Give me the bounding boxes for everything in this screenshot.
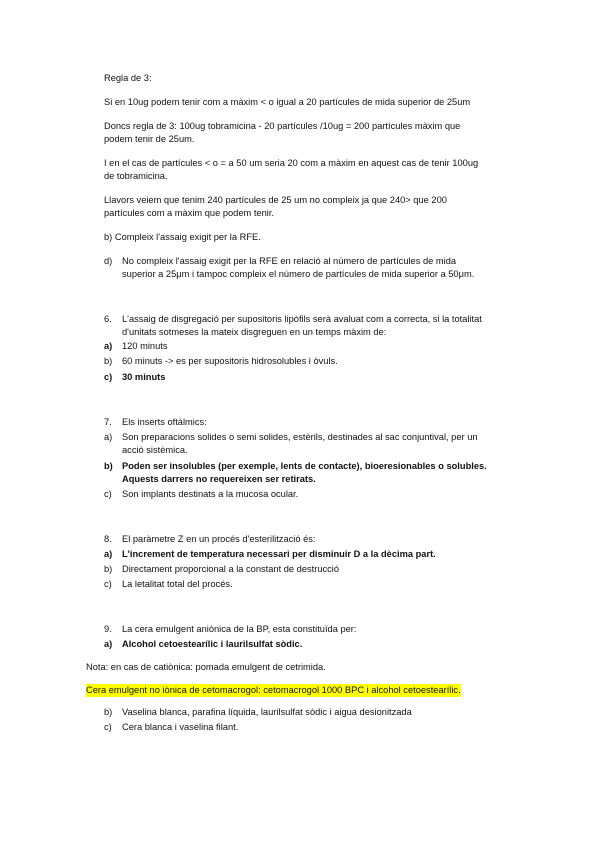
q6-number: 6. bbox=[104, 314, 112, 324]
q8-stem: El paràmetre Z en un procés d'esterilització és: bbox=[122, 534, 316, 544]
q7-option-a-line-2: acció sistèmica. bbox=[122, 445, 188, 455]
q8-option-b: Directament proporcional a la constant de destrucció bbox=[122, 564, 340, 574]
q7-option-c: Son implants destinats a la mucosa ocular. bbox=[122, 489, 299, 499]
q9-highlighted-note: Cera emulgent no iònica de cetomacrogol: cetomacrogol 1000 BPC i alcohol cetoestearílic. bbox=[86, 685, 461, 695]
q8-option-b-marker: b) bbox=[104, 564, 113, 574]
q6-option-c-marker: c) bbox=[104, 372, 113, 382]
q6-option-a-marker: a) bbox=[104, 341, 113, 351]
q6-option-a: 120 minuts bbox=[122, 341, 168, 351]
q9-stem: La cera emulgent aniònica de la BP, esta constituïda per: bbox=[122, 624, 357, 634]
q8-option-c-marker: c) bbox=[104, 579, 112, 589]
intro-title: Regla de 3: bbox=[104, 73, 152, 83]
intro-option-d-line-1: No compleix l'assaig exigit per la RFE en relació al número de partícules de mida bbox=[122, 256, 457, 266]
q9-option-a-answer: Alcohol cetoestearílic i laurilsulfat sòdic. bbox=[122, 639, 303, 649]
q7-option-a-marker: a) bbox=[104, 432, 113, 442]
intro-option-d-line-2: superior a 25μm i tampoc compleix el número de partícules de mida superior a 50μm. bbox=[122, 269, 475, 279]
q6-stem-line-1: L'assaig de disgregació per supositoris lipòfils serà avaluat com a correcta, si la totalitat bbox=[122, 314, 482, 324]
q7-option-a-line-1: Son preparacions solides o semi solides, estèrils, destinades al sac conjuntival, per un bbox=[122, 432, 478, 442]
intro-paragraph-3-line-1: I en el cas de partícules < o = a 50 um seria 20 com a màxim en aquest cas de tenir 100ug bbox=[104, 158, 479, 168]
q9-note: Nota: en cas de catiònica: pomada emulgent de cetrimida. bbox=[86, 662, 326, 672]
q8-number: 8. bbox=[104, 534, 112, 544]
q7-number: 7. bbox=[104, 417, 112, 427]
intro-paragraph-2-line-2: podem tenir de 25um. bbox=[104, 134, 195, 144]
q8-option-a-marker: a) bbox=[104, 549, 113, 559]
q8-option-a-answer: L'increment de temperatura necessari per disminuir D a la dècima part. bbox=[122, 549, 436, 559]
q9-number: 9. bbox=[104, 624, 112, 634]
q7-option-b-answer-line-2: Aquests darrers no requereixen ser retirats. bbox=[122, 474, 316, 484]
q9-option-b: Vaselina blanca, parafina líquida, laurilsulfat sòdic i aigua desionitzada bbox=[122, 707, 412, 717]
intro-paragraph-3-line-2: de tobramicina. bbox=[104, 171, 168, 181]
q7-option-c-marker: c) bbox=[104, 489, 112, 499]
intro-option-d-marker: d) bbox=[104, 256, 113, 266]
q6-option-b: 60 minuts -> es per supositoris hidrosolubles i òvuls. bbox=[122, 356, 338, 366]
q7-option-b-answer-line-1: Poden ser insolubles (per exemple, lents de contacte), bioeresionables o solubles. bbox=[122, 461, 487, 471]
q9-option-c: Cera blanca i vaselina filant. bbox=[122, 722, 239, 732]
intro-paragraph-1: Si en 10ug podem tenir com a màxim < o igual a 20 partícules de mida superior de 25um bbox=[104, 97, 471, 107]
q6-stem-line-2: d'unitats sotmeses la mateix disgreguen en un temps màxim de: bbox=[122, 327, 387, 337]
q6-option-c-answer: 30 minuts bbox=[122, 372, 166, 382]
q7-option-b-marker: b) bbox=[104, 461, 113, 471]
intro-paragraph-2-line-1: Doncs regla de 3: 100ug tobramicina - 20 partícules /10ug = 200 partícules màxim que bbox=[104, 121, 461, 131]
q7-stem: Els inserts oftàlmics: bbox=[122, 417, 207, 427]
q6-option-b-marker: b) bbox=[104, 356, 113, 366]
intro-paragraph-4-line-1: Llavors veiem que tenim 240 partícules de 25 um no compleix ja que 240> que 200 bbox=[104, 195, 447, 205]
intro-paragraph-4-line-2: partícules com a màxim que podem tenir. bbox=[104, 208, 275, 218]
q8-option-c: La letalitat total del procés. bbox=[122, 579, 233, 589]
intro-option-b: b) Compleix l'assaig exigit per la RFE. bbox=[104, 232, 261, 242]
q9-option-b-marker: b) bbox=[104, 707, 113, 717]
q9-option-c-marker: c) bbox=[104, 722, 112, 732]
q9-option-a-marker: a) bbox=[104, 639, 113, 649]
